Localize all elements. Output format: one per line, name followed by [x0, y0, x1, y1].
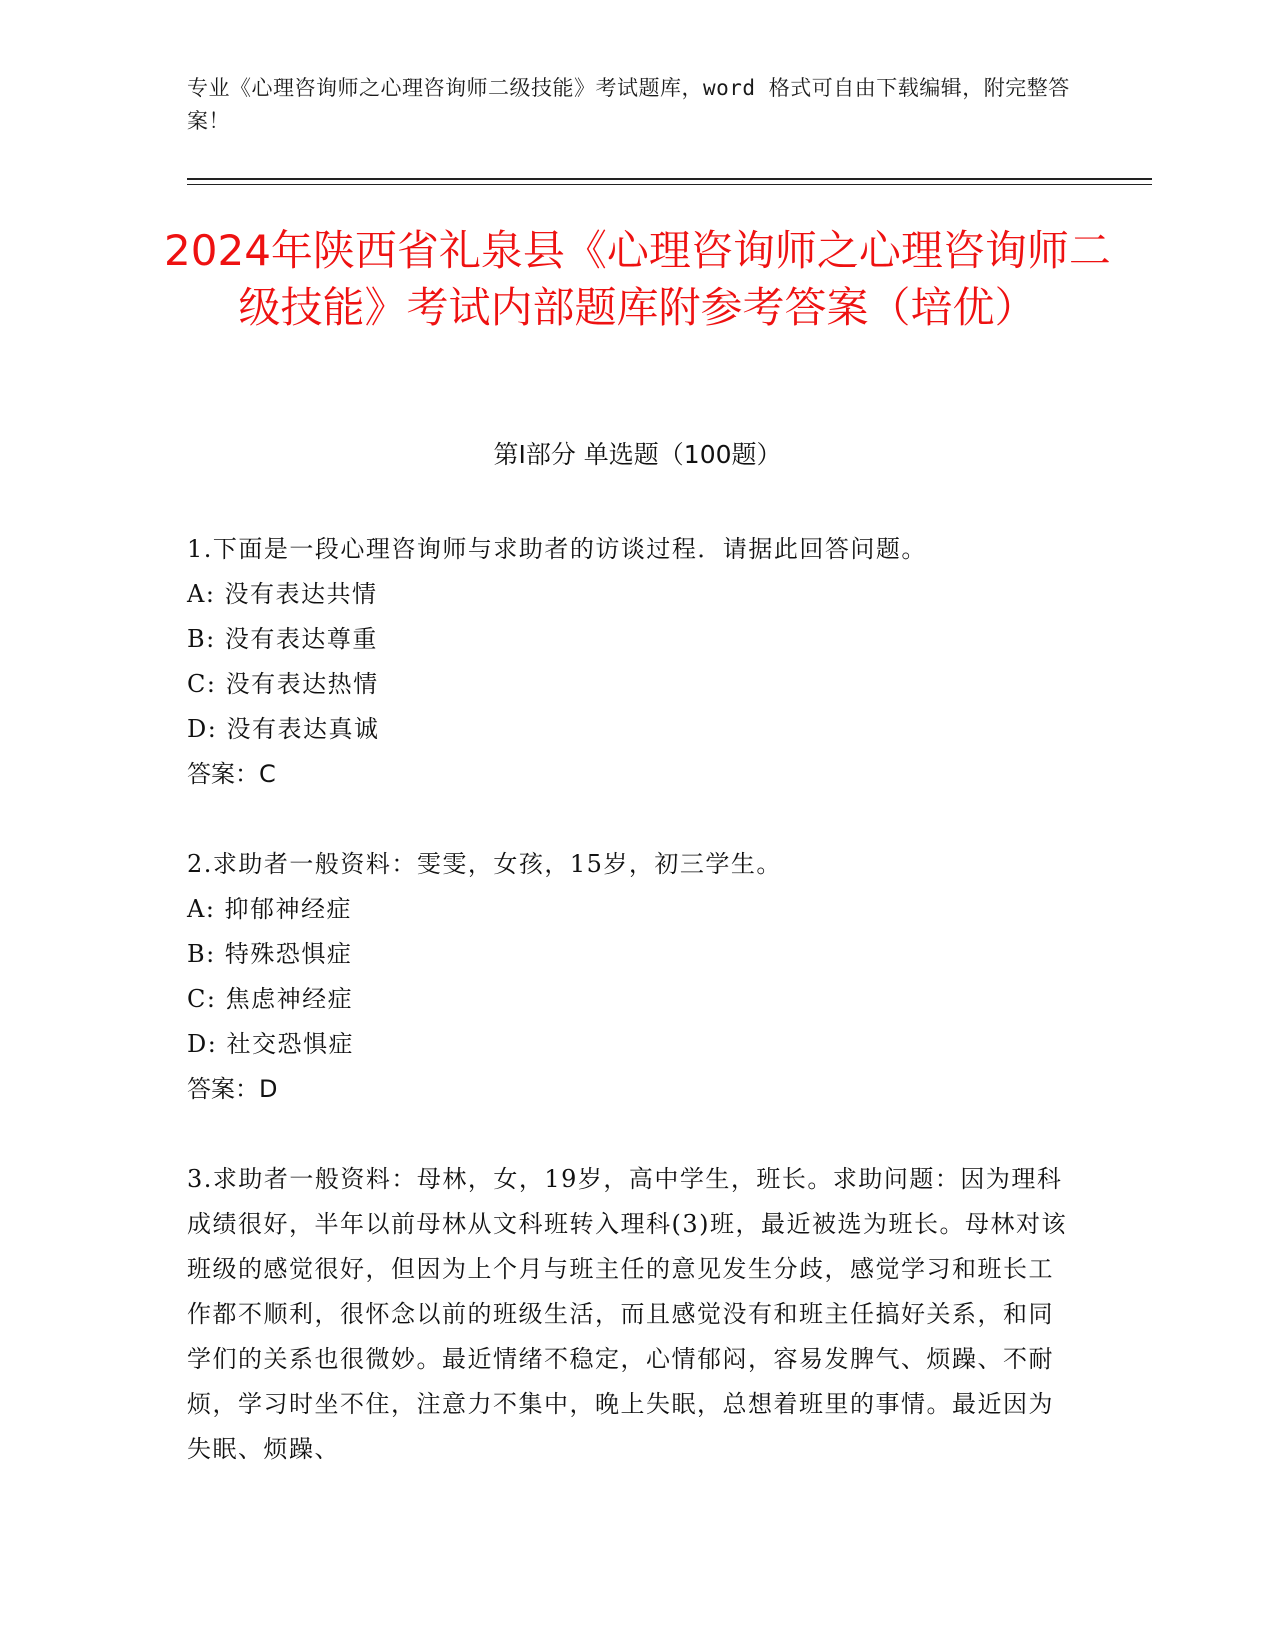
- document-title: 2024年陕西省礼泉县《心理咨询师之心理咨询师二级技能》考试内部题库附参考答案（培优）: [164, 226, 1111, 332]
- option-a: A: 没有表达共情: [187, 580, 378, 608]
- question-list: [187, 527, 1077, 1517]
- option-a: A: 抑郁神经症: [187, 895, 353, 923]
- answer: 答案：D: [187, 1075, 278, 1103]
- header-divider-thin: [187, 184, 1152, 185]
- option-b: B: 特殊恐惧症: [187, 940, 353, 968]
- header-divider: [187, 178, 1152, 180]
- option-c: C: 焦虑神经症: [187, 985, 354, 1013]
- question-stem: 1.下面是一段心理咨询师与求助者的访谈过程．请据此回答问题。: [187, 535, 927, 563]
- question-2: [187, 842, 1077, 1112]
- question-stem: 3.求助者一般资料：母林，女，19岁，高中学生，班长。求助问题：因为理科成绩很好，半年以前母林从文科班转入理科(3)班，最近被选为班长。母林对该班级的感觉很好，但因为上个月与班主任的意见发生分歧，感觉学习和班长工作都不顺利，很怀念以前的班级生活，而且感觉没有和班主任搞好关系，和同学们的关系也很微妙。最近情绪不稳定，心情郁闷，容易发脾气、烦躁、不耐烦，学习时坐不住，注意力不集中，晚上失眠，总想着班里的事情。最近因为失眠、烦躁、: [187, 1165, 1067, 1463]
- question-3: [187, 1157, 1077, 1472]
- header-note: 专业《心理咨询师之心理咨询师二级技能》考试题库，word 格式可自由下载编辑，附完整答案！: [187, 76, 1070, 133]
- answer: 答案：C: [187, 760, 276, 788]
- option-d: D: 社交恐惧症: [187, 1030, 354, 1058]
- question-1: [187, 527, 1077, 797]
- section-title: 第Ⅰ部分 单选题（100题）: [493, 440, 782, 469]
- option-c: C: 没有表达热情: [187, 670, 379, 698]
- option-d: D: 没有表达真诚: [187, 715, 380, 743]
- option-b: B: 没有表达尊重: [187, 625, 378, 653]
- question-stem: 2.求助者一般资料：雯雯，女孩，15岁，初三学生。: [187, 850, 782, 878]
